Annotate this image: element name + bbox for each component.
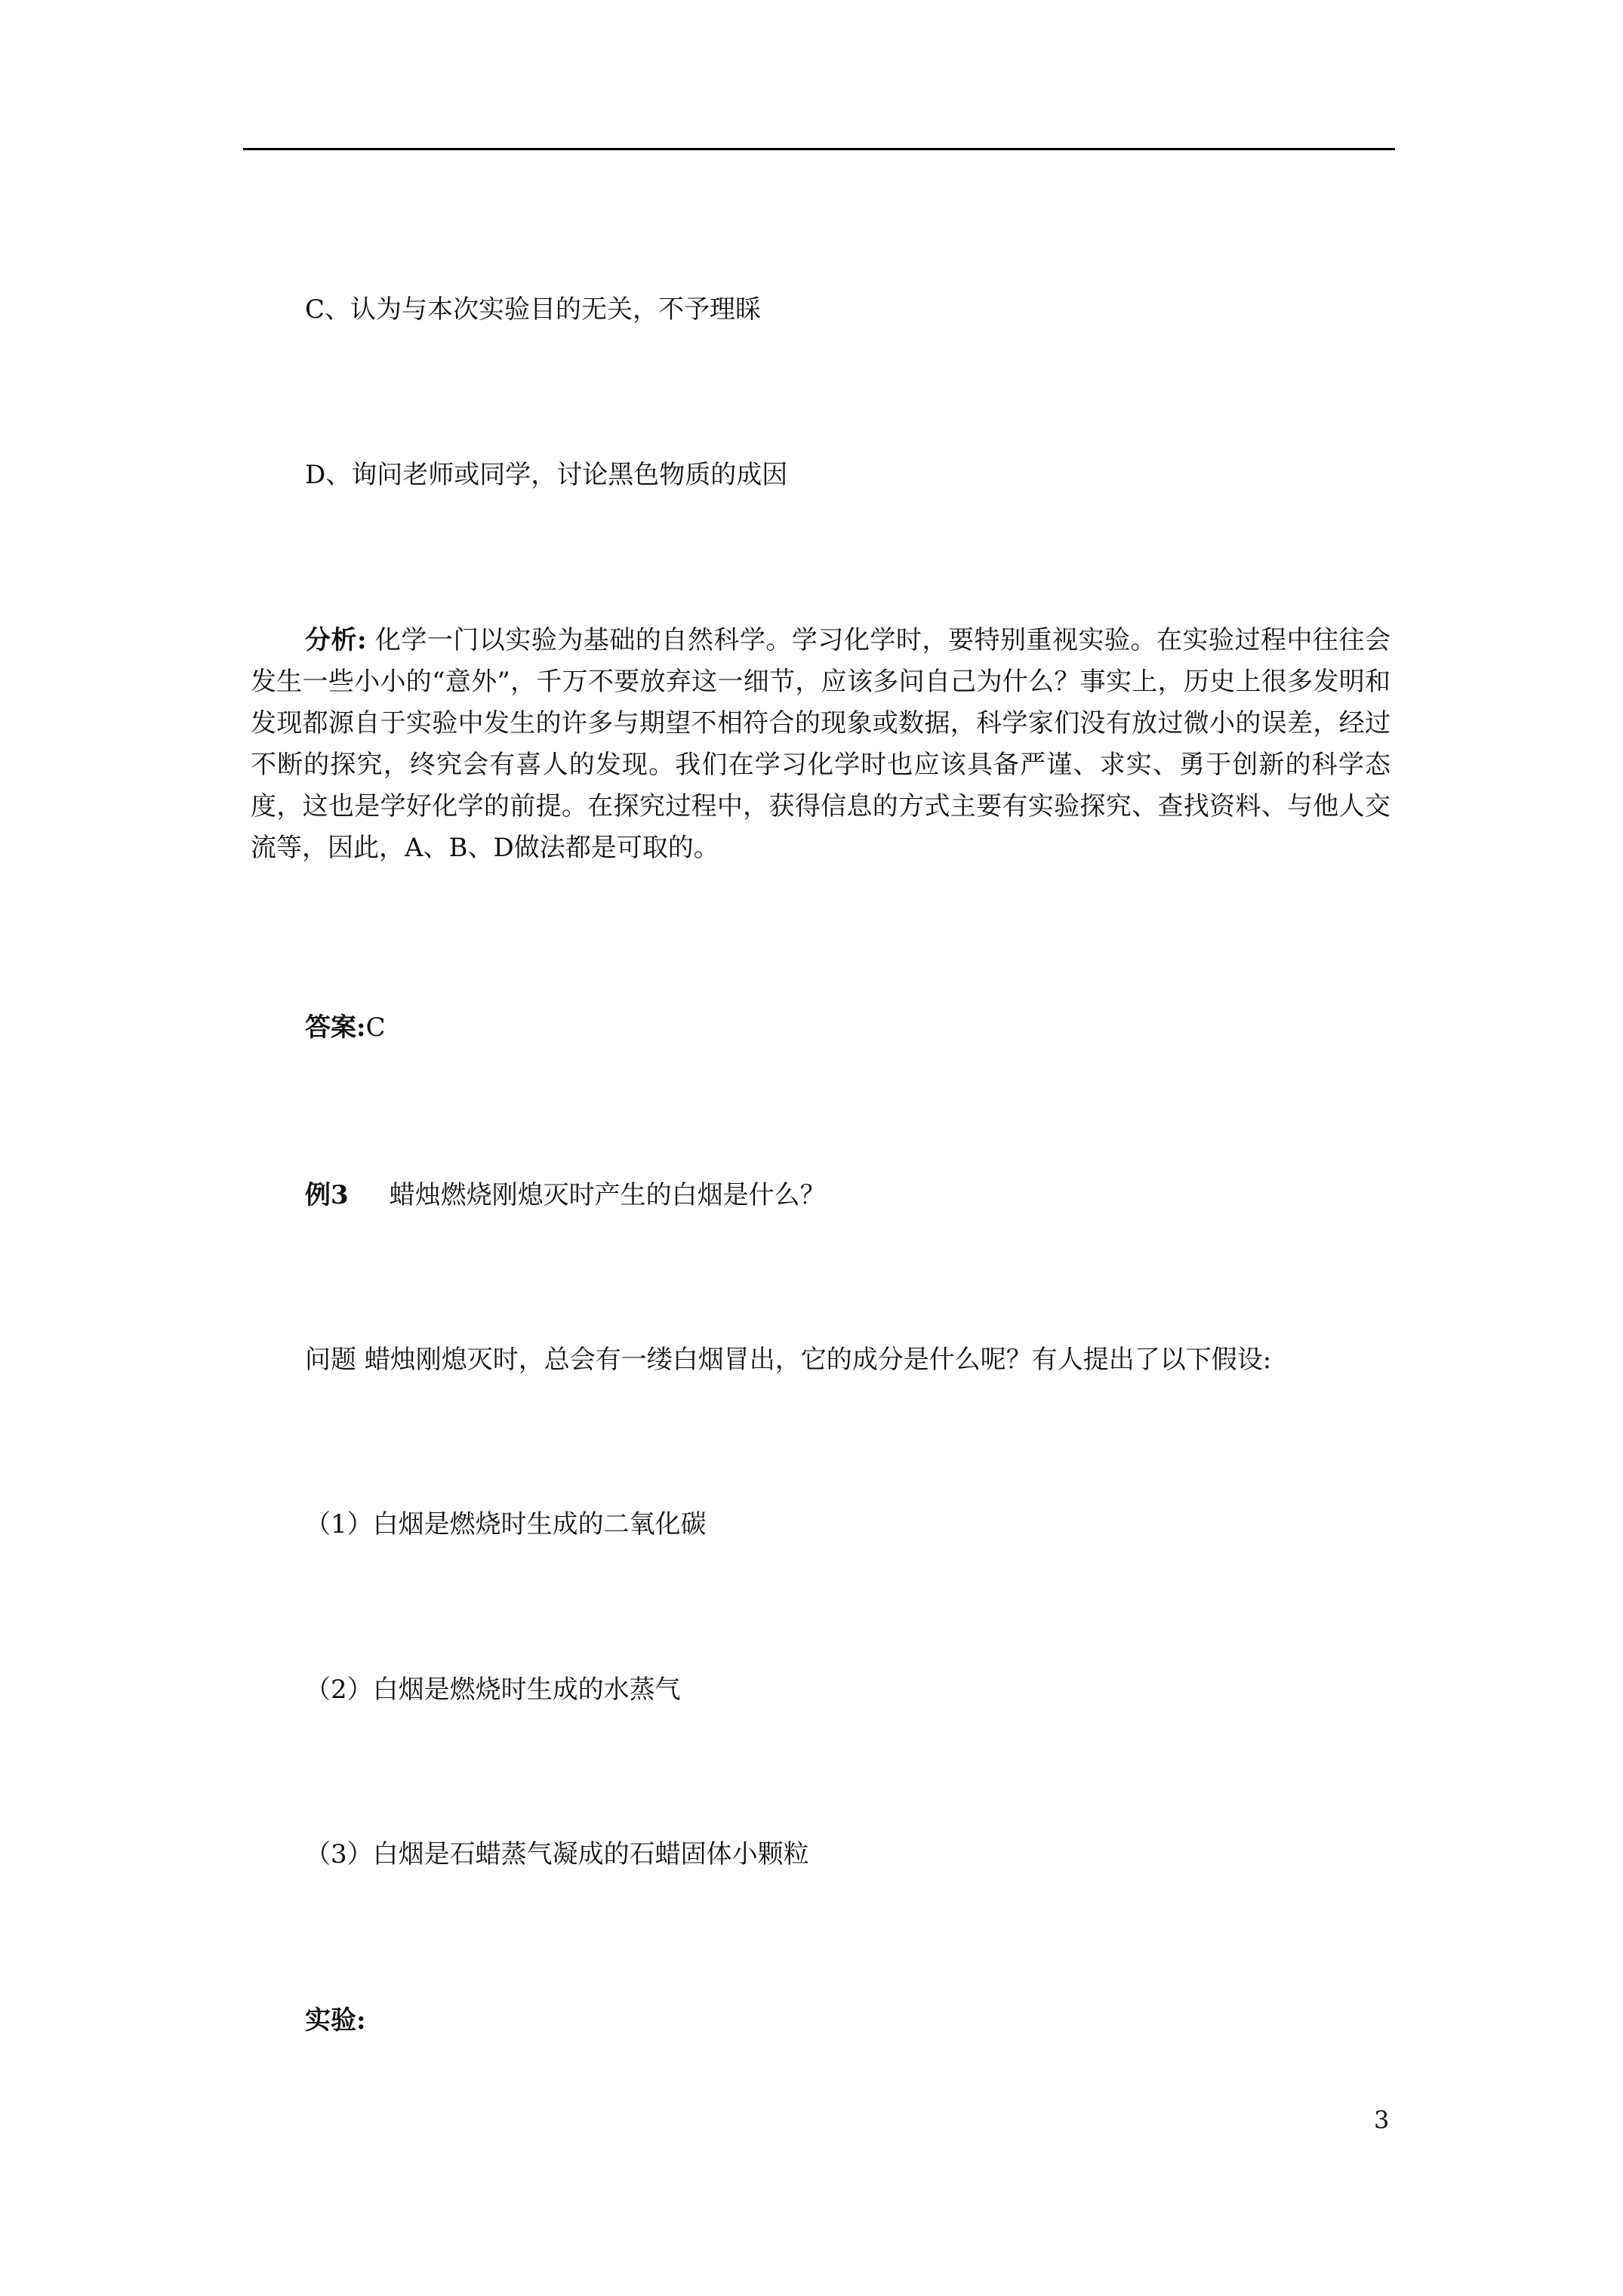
analysis-text: 化学一门以实验为基础的自然科学。学习化学时，要特别重视实验。在实验过程中往往会发生一些小小的“意外”，千万不要放弃这一细节，应该多问自己为什么？事实上，历史上很多发明和发现都源自于实验中发生的许多与期望不相符合的现象或数据，科学家们没有放过微小的误差，经过不断的探究，终究会有喜人的发现。我们在学习化学时也应该具备严谨、求实、勇于创新的科学态度，这也是学好化学的前提。在探究过程中，获得信息的方式主要有实验探究、查找资料、与他人交流等，因此，A、B、D做法都是可取的。 — [251, 625, 1390, 863]
answer-value: C — [365, 1012, 386, 1043]
option-c: C、认为与本次实验目的无关，不予理睬 — [305, 294, 762, 325]
answer-line — [305, 1011, 386, 1044]
hypothesis-2: （2）白烟是燃烧时生成的水蒸气 — [305, 1675, 681, 1705]
example-3-line — [305, 1179, 826, 1212]
analysis-label: 分析: — [305, 625, 367, 655]
answer-label: 答案: — [305, 1012, 366, 1043]
problem-line — [305, 1343, 1271, 1376]
header-rule — [243, 148, 1395, 150]
example-3-question: 蜡烛燃烧刚熄灭时产生的白烟是什么？ — [389, 1180, 826, 1210]
hypothesis-3: （3）白烟是石蜡蒸气凝成的石蜡固体小颗粒 — [305, 1839, 809, 1869]
problem-label: 问题 — [305, 1345, 356, 1375]
analysis-paragraph — [251, 620, 1390, 869]
example-3-label: 例3 — [305, 1180, 349, 1210]
hypothesis-1: （1）白烟是燃烧时生成的二氧化碳 — [305, 1509, 707, 1539]
page-number: 3 — [1374, 2106, 1390, 2134]
option-d: D、询问老师或同学，讨论黑色物质的成因 — [305, 460, 788, 490]
problem-text: 蜡烛刚熄灭时，总会有一缕白烟冒出，它的成分是什么呢？有人提出了以下假设: — [356, 1345, 1272, 1375]
experiment-label: 实验: — [305, 2005, 366, 2036]
